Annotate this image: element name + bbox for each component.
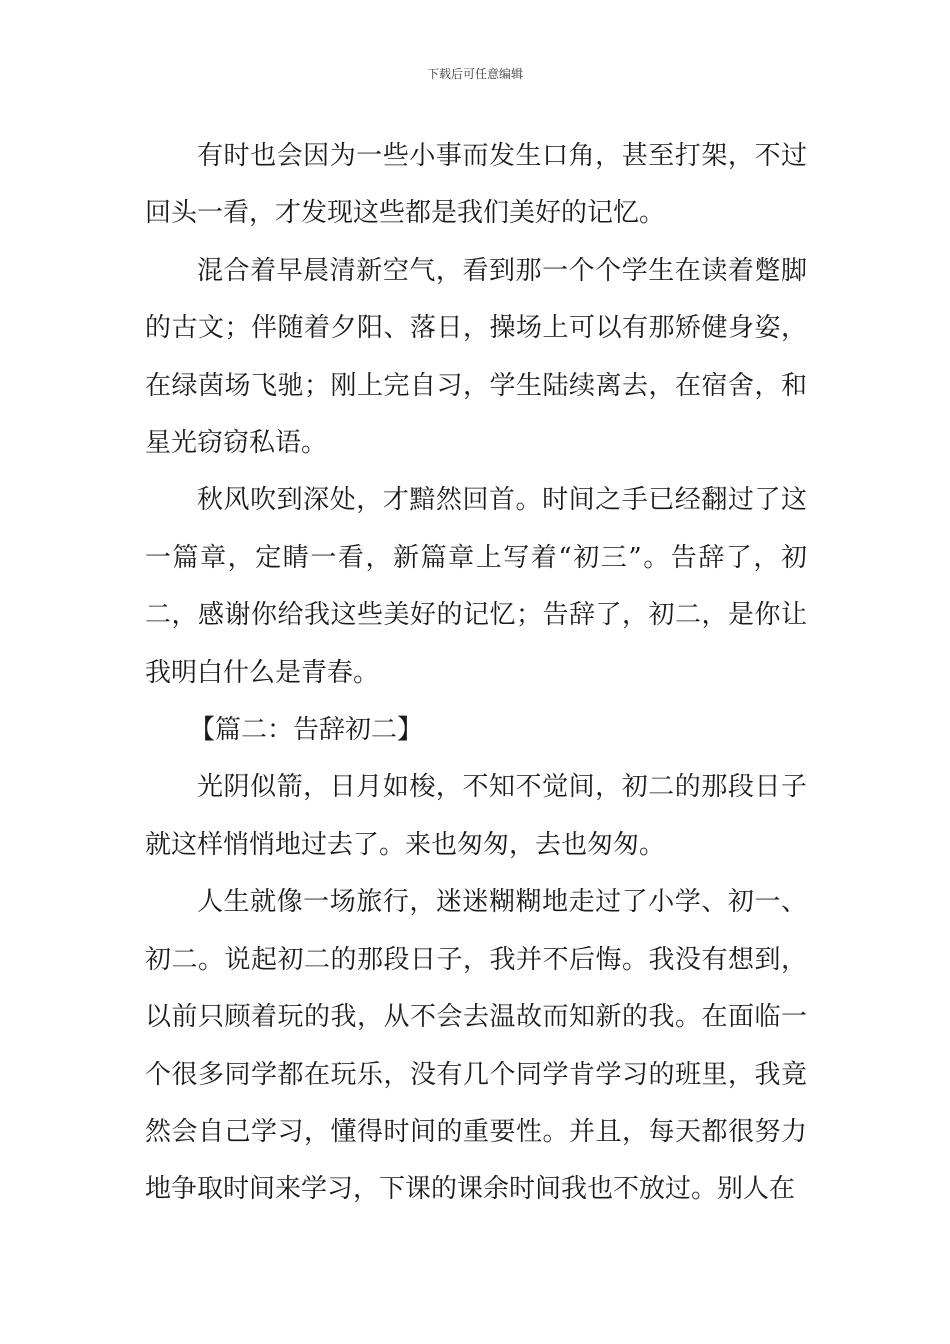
paragraph: 光阴似箭，日月如梭，不知不觉间，初二的那段日子就这样悄悄地过去了。来也匆匆，去也匆匆。 [145, 772, 807, 860]
paragraph: 混合着早晨清新空气，看到那一个个学生在读着蹩脚的古文；伴随着夕阳、落日，操场上可以有那矫健身姿，在绿茵场飞驰；刚上完自习，学生陆续离去，在宿舍，和星光窃窃私语。 [145, 255, 807, 459]
paragraph: 秋风吹到深处，才黯然回首。时间之手已经翻过了这一篇章，定睛一看，新篇章上写着“初三”。告辞了，初二，感谢你给我这些美好的记忆；告辞了，初二，是你让我明白什么是青春。 [145, 485, 807, 688]
document-body [145, 128, 807, 1219]
section-heading: 【篇二：告辞初二】 [189, 715, 424, 746]
page-header: 下载后可任意编辑 [426, 67, 523, 81]
paragraph: 有时也会因为一些小事而发生口角，甚至打架，不过回头一看，才发现这些都是我们美好的记忆。 [145, 141, 807, 229]
paragraph: 人生就像一场旅行，迷迷糊糊地走过了小学、初一、初二。说起初二的那段日子，我并不后悔。我没有想到，以前只顾着玩的我，从不会去温故而知新的我。在面临一个很多同学都在玩乐，没有几个同学肯学习的班里，我竟然会自己学习，懂得时间的重要性。并且，每天都很努力地争取时间来学习，下课的课余时间我也不放过。别人在 [145, 887, 807, 1205]
